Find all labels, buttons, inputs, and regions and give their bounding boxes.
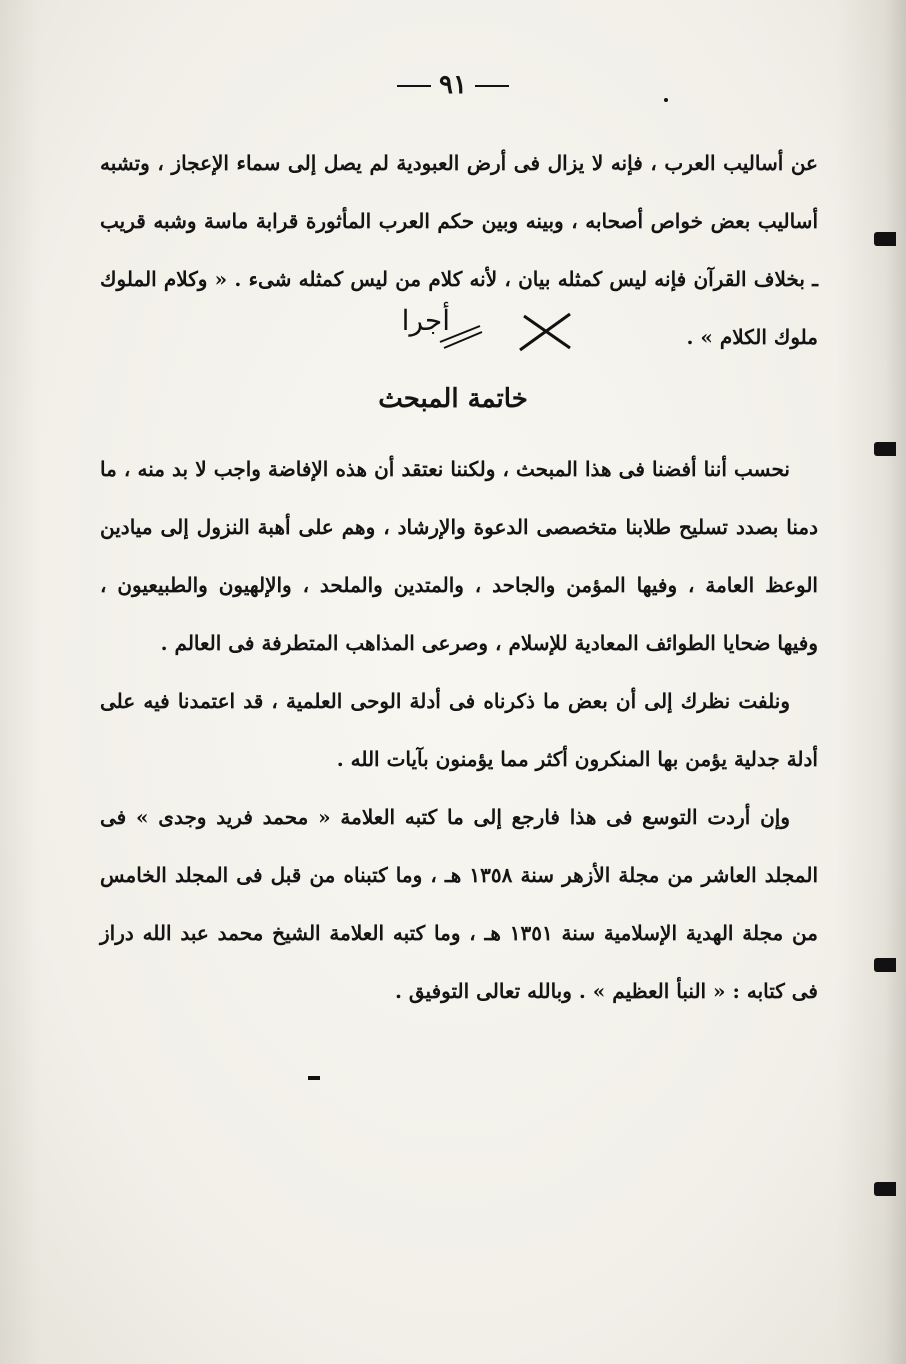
conclusion-body [100,440,818,1020]
binding-hole-mark [874,1182,896,1196]
handwritten-note: أجرا [401,304,450,337]
paragraph-3: وإن أردت التوسع فى هذا فارجع إلى ما كتبه العلامة « محمد فريد وجدى » فى المجلد العاشر من مجلة الأزهر سنة ١٣٥٨ هـ ، وما كتبناه من قبل فى المجلد الخامس من مجلة الهدية الإسلامية سنة ١٣٥١ هـ ، وما كتبه العلامة الشيخ محمد عبد الله دراز فى كتابه : « النبأ العظيم » . وبالله تعالى التوفيق . [100,805,818,1003]
page-number-text: ٩١ [439,70,467,100]
ink-dot [664,98,668,102]
page-shadow-right [836,0,906,1364]
paragraph-2: ونلفت نظرك إلى أن بعض ما ذكرناه فى أدلة الوحى العلمية ، قد اعتمدنا فيه على أدلة جدلية يؤمن بها المنكرون أكثر مما يؤمنون بآيات الله . [100,689,818,771]
intro-paragraph: عن أساليب العرب ، فإنه لا يزال فى أرض العبودية لم يصل إلى سماء الإعجاز ، وتشبه أساليب بعض خواص أصحابه ، وبينه وبين حكم العرب المأثورة قرابة ماسة وشبه قريب ـ بخلاف القرآن فإنه ليس كمثله بيان ، لأنه كلام من ليس كمثله شىء . « وكلام الملوك ملوك الكلام » . [100,151,818,349]
binding-hole-mark [874,232,896,246]
binding-hole-mark [874,442,896,456]
page-shadow-left [0,0,40,1364]
handwritten-annotation [401,292,620,362]
binding-hole-mark [874,958,896,972]
ink-dot [308,1076,320,1080]
paragraph-1: نحسب أننا أفضنا فى هذا المبحث ، ولكننا نعتقد أن هذه الإفاضة واجب لا بد منه ، ما دمنا بصدد تسليح طلابنا متخصصى الدعوة والإرشاد ، وهم على أهبة النزول إلى ميادين الوعظ العامة ، وفيها المؤمن والجاحد ، والمتدين والملحد ، والإلهيون والطبيعيون ، وفيها ضحايا الطوائف المعادية للإسلام ، وصرعى المذاهب المتطرفة فى العالم . [100,457,818,655]
section-heading: خاتمة المبحث [378,384,528,414]
page-number [0,70,906,100]
cross-mark-icon [520,314,570,350]
